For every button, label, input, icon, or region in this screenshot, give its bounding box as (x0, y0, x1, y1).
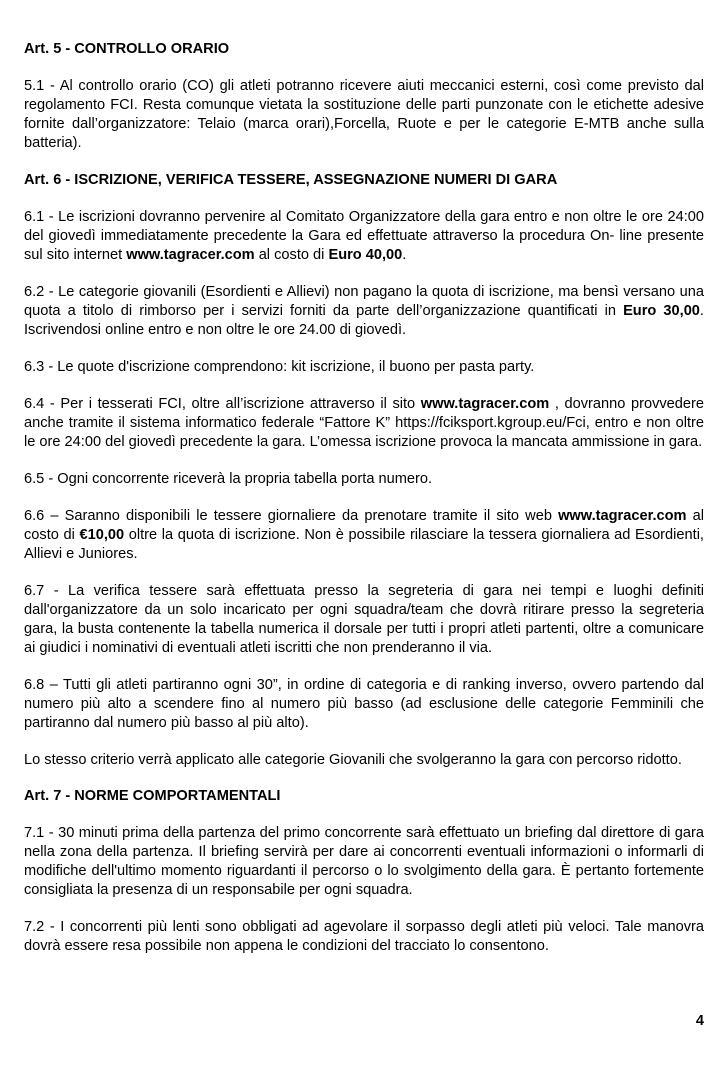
price: €10,00 (79, 527, 125, 543)
art6-heading: Art. 6 - ISCRIZIONE, VERIFICA TESSERE, ASSEGNAZIONE NUMERI DI GARA (24, 172, 558, 188)
document-page (24, 40, 704, 974)
paragraph-6-4: 6.4 - Per i tesserati FCI, oltre all’iscrizione attraverso il sito www.tagracer.com , dovranno provvedere anche tramite il sistema informatico federale “Fattore K” https://fciksport.kgroup.eu/Fci, entro e non oltre le ore 24:00 del giovedì precedente la gara. L’omessa iscrizione provoca la mancata ammissione in gara. (24, 396, 705, 450)
art5-heading: Art. 5 - CONTROLLO ORARIO (24, 41, 230, 57)
site-link: www.tagracer.com (558, 508, 687, 524)
paragraph-6-5: 6.5 - Ogni concorrente riceverà la propria tabella porta numero. (24, 471, 433, 487)
paragraph-7-2: 7.2 - I concorrenti più lenti sono obbligati ad agevolare il sorpasso degli atleti più veloci. Tale manovra dovrà essere resa possibile non appena le condizioni del tracciato lo consentono. (24, 919, 704, 954)
paragraph-7-1: 7.1 - 30 minuti prima della partenza del primo concorrente sarà effettuato un briefing dal direttore di gara nella zona della partenza. Il briefing servirà per dare ai concorrenti eventuali informazioni o informarli di modifiche dell'ultimo momento riguardanti il percorso o lo svolgimento della gara. È pertanto fortemente consigliata la presenza di un responsabile per ogni squadra. (24, 825, 704, 898)
site-link: www.tagracer.com (420, 396, 550, 412)
paragraph-6-1: 6.1 - Le iscrizioni dovranno pervenire al Comitato Organizzatore della gara entro e non oltre le ore 24:00 del giovedì immediatamente precedente la Gara ed effettuate attraverso la procedura On- line presente sul sito internet www.tagracer.com al costo di Euro 40,00. (24, 209, 704, 263)
paragraph-5-1: 5.1 - Al controllo orario (CO) gli atleti potranno ricevere aiuti meccanici esterni, così come previsto dal regolamento FCI. Resta comunque vietata la sostituzione delle parti punzonate con le etichette adesive fornite dall’organizzatore: Telaio (marca orari),Forcella, Ruote e per le categorie E-MTB anche sulla batteria). (24, 78, 704, 151)
site-link: www.tagracer.com (126, 247, 255, 263)
paragraph-6-7: 6.7 - La verifica tessere sarà effettuata presso la segreteria di gara nei tempi e luoghi definiti dall'organizzatore da un solo incaricato per ogni squadra/team che dovrà ritirare presso la segreteria gara, la busta contenente la tabella numerica il dorsale per tutti i propri atleti partenti, oltre a comunicare ai giudici i nominativi di eventuali atleti iscritti che non prenderanno il via. (24, 583, 704, 656)
paragraph-6-8-note: Lo stesso criterio verrà applicato alle categorie Giovanili che svolgeranno la gara con percorso ridotto. (24, 752, 682, 768)
paragraph-6-2: 6.2 - Le categorie giovanili (Esordienti e Allievi) non pagano la quota di iscrizione, ma bensì versano una quota a titolo di rimborso per i servizi forniti da parte dell’organizzazione quantificati in Euro 30,00. Iscrivendosi online entro e non oltre le ore 24.00 di giovedì. (24, 284, 704, 338)
paragraph-6-3: 6.3 - Le quote d'iscrizione comprendono: kit iscrizione, il buono per pasta party. (24, 359, 535, 375)
price: Euro 30,00 (623, 303, 700, 319)
paragraph-6-6: 6.6 – Saranno disponibili le tessere giornaliere da prenotare tramite il sito web www.tagracer.com al costo di €10,00 oltre la quota di iscrizione. Non è possibile rilasciare la tessera giornaliera ad Esordienti, Allievi e Juniores. (24, 508, 704, 562)
page-number: 4 (695, 1013, 704, 1029)
paragraph-6-8: 6.8 – Tutti gli atleti partiranno ogni 30”, in ordine di categoria e di ranking inverso, ovvero partendo dal numero più alto a scendere fino al numero più basso (ad esclusione delle categorie Femminili che partiranno dal numero più basso al più alto). (24, 677, 704, 731)
art7-heading: Art. 7 - NORME COMPORTAMENTALI (24, 788, 281, 804)
price: Euro 40,00 (328, 247, 403, 263)
